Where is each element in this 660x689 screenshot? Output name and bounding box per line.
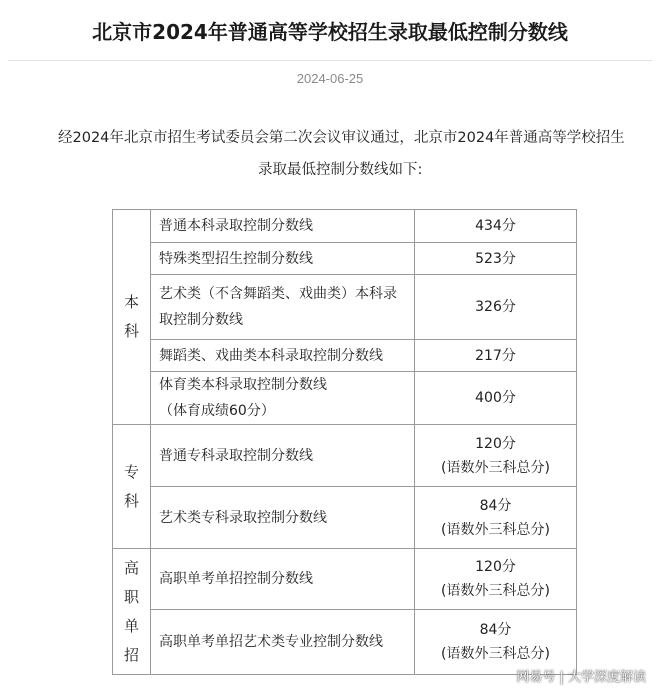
item-note: （体育成绩60分） [159,403,275,419]
table-row [113,549,577,610]
category-cell-benke [113,210,151,425]
table-row [113,610,577,675]
category-cell-gaozhi [113,549,151,675]
category-char: 科 [123,322,139,340]
score-cell: 217分 [415,340,577,372]
item-text: 体育类本科录取控制分数线 [159,377,327,393]
category-char: 职 [123,587,139,606]
table-row [113,243,577,275]
score-note: (语数外三科总分) [441,521,550,538]
score-table [112,209,577,675]
item-cell: 艺术类（不含舞蹈类、戏曲类）本科录取控制分数线 [151,275,415,340]
score-note: (语数外三科总分) [441,459,550,476]
category-char: 本 [123,293,139,311]
item-cell: 高职单考单招控制分数线 [151,549,415,610]
score-note: (语数外三科总分) [441,646,550,662]
score-note: (语数外三科总分) [441,583,550,599]
item-cell: 艺术类专科录取控制分数线 [151,487,415,549]
score-value: 84分 [479,622,512,638]
category-char: 单 [123,616,139,635]
score-cell [415,487,577,549]
intro-paragraph [58,122,638,186]
score-cell: 523分 [415,243,577,275]
table-row [113,487,577,549]
table-row [113,275,577,340]
score-cell: 326分 [415,275,577,340]
score-cell [415,549,577,610]
watermark: 网易号 | 大学深度解读 [516,670,646,685]
title-divider [8,60,652,61]
item-cell: 普通专科录取控制分数线 [151,425,415,487]
table-row [113,340,577,372]
score-value: 84分 [479,497,512,514]
intro-line-2: 录取最低控制分数线如下: [258,162,423,178]
table-row [113,372,577,425]
page-title: 北京市2024年普通高等学校招生录取最低控制分数线 [92,20,568,44]
item-cell: 舞蹈类、戏曲类本科录取控制分数线 [151,340,415,372]
category-char: 专 [123,462,139,481]
score-value: 120分 [475,559,516,575]
score-cell [415,425,577,487]
category-cell-zhuanke [113,425,151,549]
score-cell: 400分 [415,372,577,425]
publish-date: 2024-06-25 [296,71,364,86]
category-char: 高 [123,558,139,577]
score-cell: 434分 [415,210,577,243]
intro-line-1: 经2024年北京市招生考试委员会第二次会议审议通过，北京市2024年普通高等学校招生 [58,130,625,146]
table-row [113,210,577,243]
category-char: 招 [123,645,139,664]
item-cell [151,372,415,425]
item-cell: 普通本科录取控制分数线 [151,210,415,243]
score-cell [415,610,577,675]
item-cell: 高职单考单招艺术类专业控制分数线 [151,610,415,675]
category-char: 科 [123,491,139,510]
score-value: 120分 [475,435,516,452]
item-cell: 特殊类型招生控制分数线 [151,243,415,275]
table-row [113,425,577,487]
